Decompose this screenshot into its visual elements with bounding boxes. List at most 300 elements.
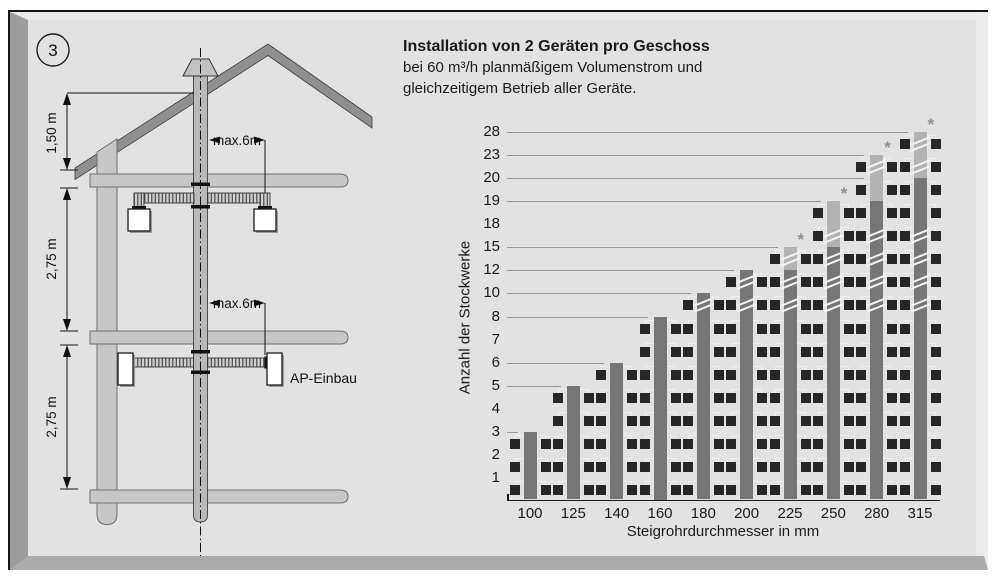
device-square — [714, 439, 724, 449]
device-square — [931, 462, 941, 472]
device-square — [627, 416, 637, 426]
device-connector — [645, 458, 654, 462]
dim-floor-upper-label: 2,75 m — [44, 238, 59, 280]
device-connector — [797, 412, 806, 416]
device-connector — [688, 320, 697, 324]
device-connector — [905, 273, 914, 277]
device-connector — [645, 366, 654, 370]
device-connector — [905, 458, 914, 462]
device-square — [770, 300, 780, 310]
device-connector — [623, 366, 632, 370]
device-square — [627, 393, 637, 403]
device-square — [714, 324, 724, 334]
device-square — [900, 439, 910, 449]
x-tick-label-315: 315 — [907, 505, 933, 522]
device-connector — [905, 343, 914, 347]
device-square — [714, 416, 724, 426]
device-connector — [731, 343, 740, 347]
device-square — [683, 393, 693, 403]
device-square — [671, 370, 681, 380]
device-connector — [905, 435, 914, 439]
device-connector — [861, 227, 870, 231]
device-square — [757, 439, 767, 449]
device-square — [844, 347, 854, 357]
device-connector — [861, 366, 870, 370]
device-connector — [775, 366, 784, 370]
y-tick-label-1: 1 — [491, 469, 500, 486]
device-square — [931, 416, 941, 426]
device-square — [931, 231, 941, 241]
device-connector — [775, 250, 784, 254]
device-square — [931, 162, 941, 172]
y-tick-label-15: 15 — [483, 238, 500, 256]
device-square — [714, 485, 724, 495]
device-square — [813, 254, 823, 264]
device-connector — [580, 481, 589, 485]
device-connector — [883, 458, 892, 462]
device-connector — [840, 320, 849, 324]
device-square — [813, 439, 823, 449]
device-square — [813, 370, 823, 380]
device-square — [801, 370, 811, 380]
device-connector — [558, 389, 567, 393]
y-tick-label-28: 28 — [483, 122, 500, 140]
device-square — [801, 439, 811, 449]
bar-160 — [654, 317, 667, 500]
device-connector — [818, 343, 827, 347]
device-connector — [731, 273, 740, 277]
device-square — [714, 393, 724, 403]
device-connector — [818, 227, 827, 231]
device-square — [856, 208, 866, 218]
device-square — [671, 462, 681, 472]
device-square — [683, 439, 693, 449]
device-square — [726, 462, 736, 472]
device-square — [856, 162, 866, 172]
device-square — [714, 300, 724, 310]
device-square — [770, 485, 780, 495]
device-square — [900, 208, 910, 218]
device-square — [931, 254, 941, 264]
device-square — [757, 370, 767, 380]
footnote-asterisk: * — [927, 114, 935, 134]
device-square — [931, 393, 941, 403]
device-square — [813, 347, 823, 357]
device-square — [856, 254, 866, 264]
device-connector — [731, 389, 740, 393]
device-connector — [688, 389, 697, 393]
device-square — [596, 416, 606, 426]
device-connector — [905, 204, 914, 208]
device-connector — [753, 366, 762, 370]
y-tick-label-12: 12 — [483, 261, 500, 279]
x-tick-label-180: 180 — [690, 505, 716, 522]
device-square — [584, 485, 594, 495]
device-square — [510, 485, 520, 495]
device-square — [844, 231, 854, 241]
device-square — [887, 393, 897, 403]
device-square — [640, 439, 650, 449]
device-connector — [840, 412, 849, 416]
device-connector — [818, 296, 827, 300]
device-square — [900, 324, 910, 334]
x-tick-label-160: 160 — [647, 505, 673, 522]
device-square — [726, 277, 736, 287]
y-tick-label-10: 10 — [483, 284, 500, 302]
device-square — [596, 439, 606, 449]
device-square — [726, 370, 736, 380]
x-tick-label-225: 225 — [777, 505, 803, 522]
device-square — [813, 231, 823, 241]
device-connector — [927, 181, 936, 185]
device-square — [887, 462, 897, 472]
device-connector — [688, 435, 697, 439]
device-connector — [818, 389, 827, 393]
device-square — [887, 324, 897, 334]
device-connector — [775, 273, 784, 277]
device-square — [844, 300, 854, 310]
device-square — [813, 300, 823, 310]
x-tick-label-250: 250 — [820, 505, 846, 522]
device-square — [801, 393, 811, 403]
device-square — [596, 485, 606, 495]
device-connector — [797, 366, 806, 370]
device-connector — [623, 435, 632, 439]
device-square — [813, 485, 823, 495]
device-connector — [667, 320, 676, 324]
device-connector — [710, 458, 719, 462]
device-connector — [731, 435, 740, 439]
device-square — [770, 347, 780, 357]
device-square — [844, 393, 854, 403]
device-connector — [667, 481, 676, 485]
device-connector — [861, 320, 870, 324]
device-connector — [883, 343, 892, 347]
device-square — [856, 485, 866, 495]
device-connector — [818, 204, 827, 208]
device-connector — [905, 158, 914, 162]
device-square — [683, 462, 693, 472]
device-square — [757, 393, 767, 403]
device-square — [770, 370, 780, 380]
device-square — [726, 393, 736, 403]
device-square — [900, 393, 910, 403]
device-square — [541, 439, 551, 449]
device-square — [726, 439, 736, 449]
device-connector — [905, 227, 914, 231]
device-connector — [515, 458, 524, 462]
device-square — [931, 370, 941, 380]
device-connector — [927, 320, 936, 324]
device-square — [726, 324, 736, 334]
device-square — [640, 485, 650, 495]
device-connector — [883, 366, 892, 370]
bar-315 — [914, 178, 927, 499]
device-connector — [927, 366, 936, 370]
max6-lower-label: max.6m — [212, 296, 262, 311]
device-connector — [515, 435, 524, 439]
device-connector — [840, 435, 849, 439]
device-connector — [905, 296, 914, 300]
device-square — [813, 416, 823, 426]
y-tick-label-19: 19 — [483, 192, 500, 210]
device-connector — [818, 320, 827, 324]
device-connector — [537, 458, 546, 462]
device-connector — [818, 458, 827, 462]
device-connector — [753, 435, 762, 439]
gridline-5 — [507, 386, 561, 387]
device-connector — [905, 389, 914, 393]
bar-125 — [567, 386, 580, 500]
device-connector — [861, 296, 870, 300]
device-square — [770, 324, 780, 334]
device-square — [714, 347, 724, 357]
device-square — [584, 416, 594, 426]
device-square — [931, 277, 941, 287]
device-square — [640, 370, 650, 380]
device-connector — [927, 343, 936, 347]
device-square — [726, 300, 736, 310]
device-square — [801, 416, 811, 426]
device-square — [900, 462, 910, 472]
device-connector — [775, 412, 784, 416]
device-connector — [883, 320, 892, 324]
device-connector — [797, 458, 806, 462]
y-tick-label-3: 3 — [491, 422, 500, 440]
device-connector — [840, 458, 849, 462]
y-tick-label-2: 2 — [491, 445, 500, 463]
device-square — [640, 347, 650, 357]
device-square — [900, 347, 910, 357]
device-connector — [840, 481, 849, 485]
device-square — [640, 324, 650, 334]
device-square — [813, 324, 823, 334]
footnote-asterisk: * — [840, 184, 848, 204]
device-connector — [861, 389, 870, 393]
device-square — [801, 254, 811, 264]
device-square — [541, 485, 551, 495]
device-square — [510, 462, 520, 472]
y-axis-stub — [507, 494, 509, 500]
device-connector — [797, 389, 806, 393]
device-connector — [580, 458, 589, 462]
device-connector — [731, 481, 740, 485]
device-square — [856, 300, 866, 310]
bar-100 — [524, 432, 537, 500]
device-connector — [667, 458, 676, 462]
device-square — [887, 300, 897, 310]
device-square — [813, 462, 823, 472]
device-square — [887, 162, 897, 172]
device-connector — [818, 412, 827, 416]
figure-number: 3 — [48, 41, 58, 60]
device-connector — [797, 481, 806, 485]
device-square — [900, 277, 910, 287]
device-connector — [818, 250, 827, 254]
device-square — [856, 393, 866, 403]
x-tick-label-140: 140 — [604, 505, 630, 522]
gridline-3 — [507, 432, 518, 433]
device-square — [900, 231, 910, 241]
gridline-15 — [507, 247, 778, 248]
device-square — [627, 370, 637, 380]
device-connector — [797, 320, 806, 324]
figure-subtitle-1: bei 60 m³/h planmäßigem Volumenstrom und — [403, 59, 703, 76]
device-connector — [840, 366, 849, 370]
chart — [10, 12, 988, 568]
device-connector — [580, 435, 589, 439]
device-square — [671, 347, 681, 357]
device-connector — [775, 343, 784, 347]
device-connector — [905, 250, 914, 254]
device-square — [900, 254, 910, 264]
device-connector — [753, 389, 762, 393]
device-square — [887, 370, 897, 380]
device-square — [856, 277, 866, 287]
device-square — [856, 231, 866, 241]
device-connector — [883, 481, 892, 485]
device-connector — [927, 389, 936, 393]
device-square — [856, 416, 866, 426]
y-tick-label-6: 6 — [491, 353, 500, 371]
gridline-12 — [507, 270, 734, 271]
frame-bevel-bottom — [10, 556, 988, 570]
device-square — [770, 416, 780, 426]
device-connector — [883, 389, 892, 393]
device-connector — [883, 181, 892, 185]
device-connector — [861, 343, 870, 347]
device-square — [900, 300, 910, 310]
device-connector — [667, 412, 676, 416]
frame-bevel-right — [976, 12, 988, 570]
device-square — [584, 393, 594, 403]
device-square — [801, 485, 811, 495]
device-square — [813, 277, 823, 287]
device-connector — [623, 389, 632, 393]
bar-180 — [697, 293, 710, 499]
device-connector — [818, 435, 827, 439]
device-connector — [861, 181, 870, 185]
device-connector — [645, 343, 654, 347]
device-connector — [818, 273, 827, 277]
figure-title: Installation von 2 Geräten pro Geschoss — [403, 38, 710, 55]
device-square — [671, 416, 681, 426]
device-connector — [818, 481, 827, 485]
device-square — [887, 254, 897, 264]
device-connector — [667, 343, 676, 347]
device-connector — [731, 366, 740, 370]
device-square — [813, 208, 823, 218]
device-square — [801, 462, 811, 472]
frame-bevel-left — [10, 12, 28, 570]
device-square — [640, 393, 650, 403]
device-connector — [731, 458, 740, 462]
device-square — [553, 485, 563, 495]
device-square — [900, 485, 910, 495]
device-square — [596, 462, 606, 472]
device-connector — [601, 458, 610, 462]
device-connector — [731, 320, 740, 324]
device-connector — [601, 412, 610, 416]
device-connector — [601, 389, 610, 393]
device-connector — [558, 481, 567, 485]
device-connector — [861, 435, 870, 439]
device-square — [757, 485, 767, 495]
device-square — [844, 462, 854, 472]
device-square — [757, 324, 767, 334]
device-connector — [883, 412, 892, 416]
device-square — [627, 439, 637, 449]
device-square — [856, 324, 866, 334]
device-connector — [731, 296, 740, 300]
device-square — [813, 393, 823, 403]
device-connector — [861, 273, 870, 277]
y-tick-label-4: 4 — [491, 399, 500, 417]
device-connector — [753, 343, 762, 347]
device-square — [671, 485, 681, 495]
device-connector — [688, 296, 697, 300]
device-square — [770, 439, 780, 449]
x-tick-label-100: 100 — [517, 505, 543, 522]
device-square — [900, 370, 910, 380]
gridline-28 — [507, 132, 908, 133]
device-square — [726, 416, 736, 426]
device-square — [844, 439, 854, 449]
device-connector — [927, 435, 936, 439]
device-connector — [623, 458, 632, 462]
device-connector — [883, 204, 892, 208]
figure-subtitle-2: gleichzeitigem Betrieb aller Geräte. — [403, 80, 637, 97]
device-square — [887, 231, 897, 241]
device-connector — [927, 458, 936, 462]
device-square — [801, 300, 811, 310]
device-square — [683, 370, 693, 380]
device-square — [887, 485, 897, 495]
device-connector — [775, 458, 784, 462]
device-square — [931, 208, 941, 218]
device-connector — [623, 412, 632, 416]
device-square — [801, 347, 811, 357]
device-connector — [840, 343, 849, 347]
device-square — [596, 370, 606, 380]
device-square — [931, 324, 941, 334]
device-connector — [601, 435, 610, 439]
device-connector — [710, 343, 719, 347]
device-square — [640, 416, 650, 426]
device-square — [887, 277, 897, 287]
device-connector — [710, 320, 719, 324]
device-connector — [537, 435, 546, 439]
device-square — [856, 370, 866, 380]
device-connector — [797, 435, 806, 439]
device-connector — [775, 435, 784, 439]
device-square — [510, 439, 520, 449]
device-connector — [840, 204, 849, 208]
device-square — [844, 324, 854, 334]
y-axis-title: Anzahl der Stockwerke — [456, 240, 474, 395]
device-square — [770, 462, 780, 472]
device-square — [553, 393, 563, 403]
device-square — [931, 139, 941, 149]
device-connector — [558, 412, 567, 416]
device-connector — [775, 296, 784, 300]
device-square — [671, 393, 681, 403]
ap-einbau-label: AP-Einbau — [290, 370, 357, 386]
device-square — [770, 277, 780, 287]
bar-280 — [870, 201, 883, 499]
device-connector — [905, 320, 914, 324]
device-connector — [710, 412, 719, 416]
